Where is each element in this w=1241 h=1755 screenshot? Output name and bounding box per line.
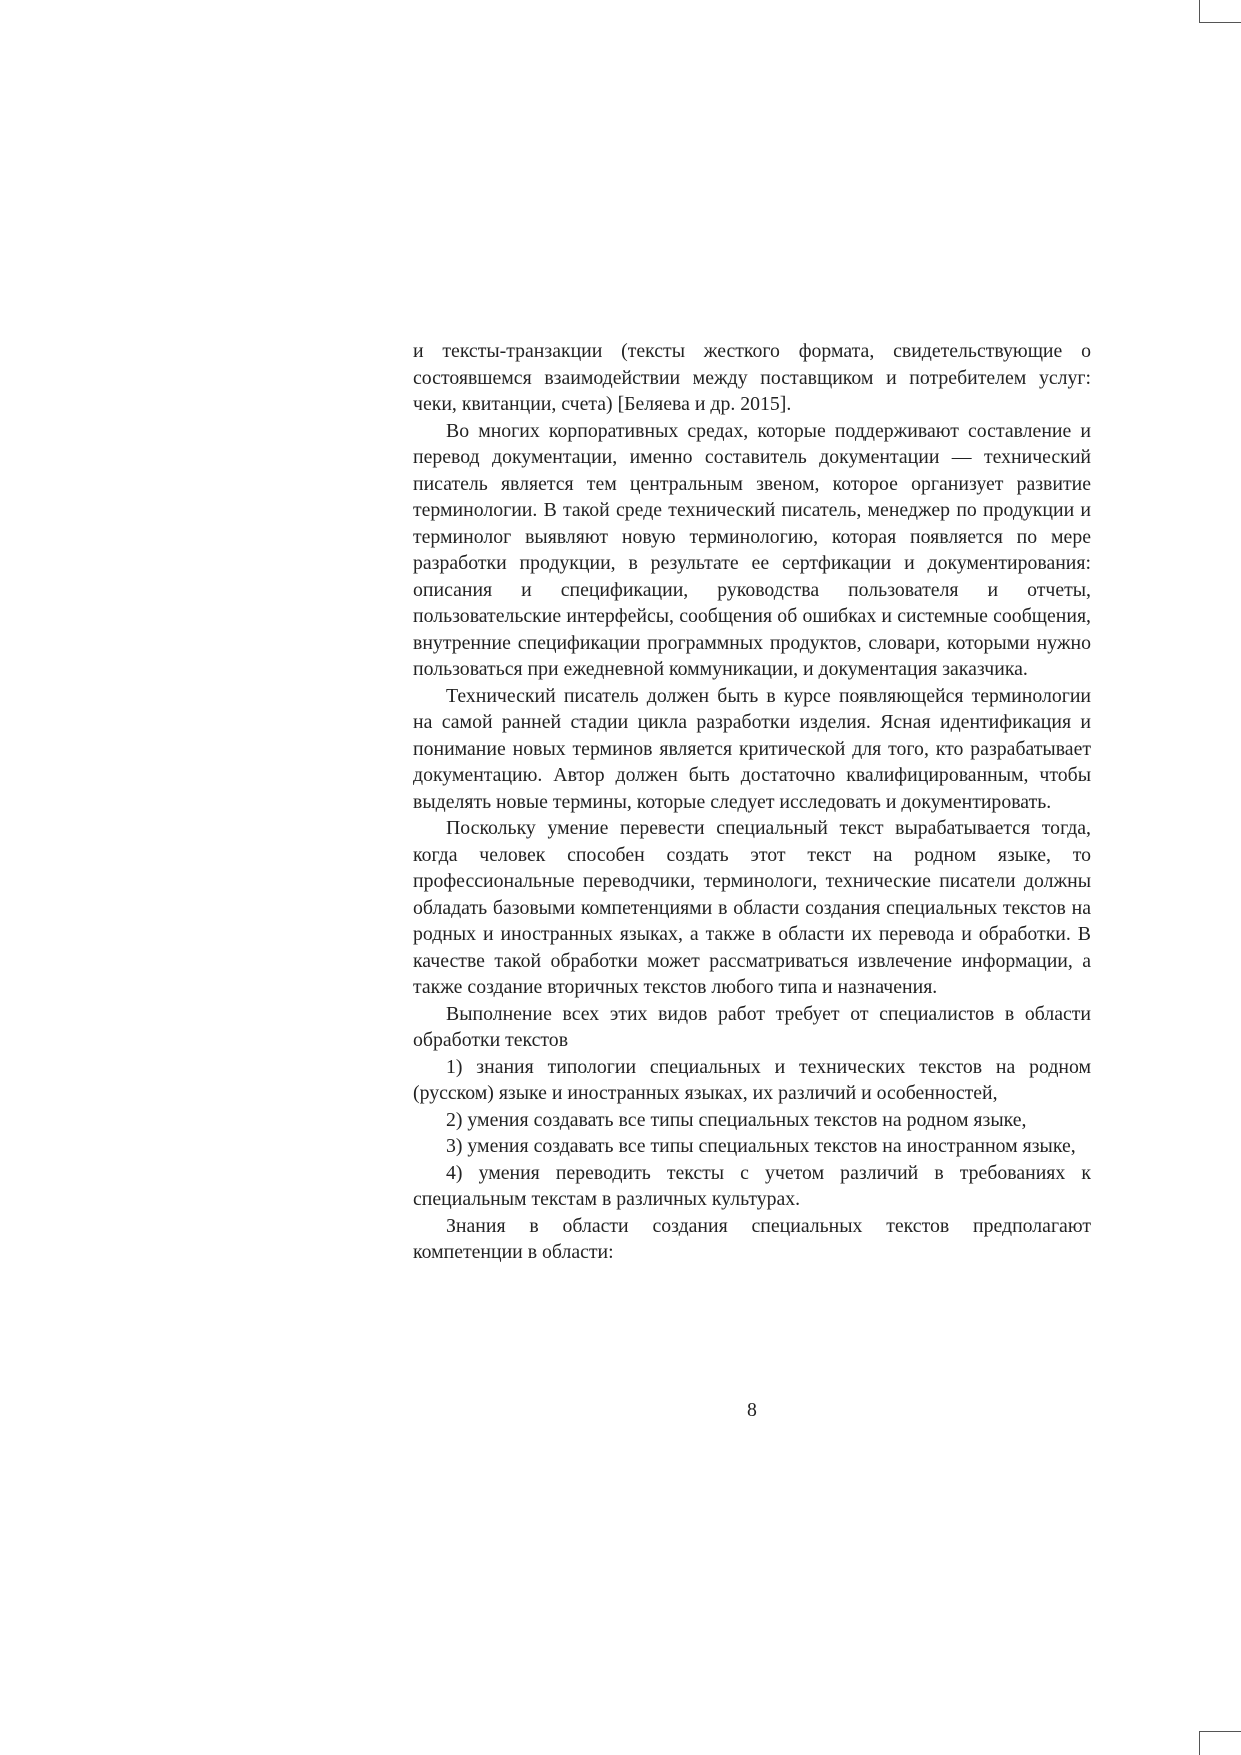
crop-mark-top-vertical bbox=[1199, 0, 1200, 22]
crop-mark-bottom-horizontal bbox=[1199, 1731, 1241, 1732]
paragraph-4: Поскольку умение перевести специальный текст вырабатывается тогда, когда человек способен создать этот текст на родном языке, то профессиональные переводчики, терминологи, технические писатели должны обладать базовыми компетенциями в области создания специальных текстов на родных и иностранных языках, а также в области их перевода и обработки. В качестве такой обработки может рассматриваться извлечение информации, а также создание вторичных текстов любого типа и назначения. bbox=[413, 817, 1091, 998]
paragraph-3: Технический писатель должен быть в курсе появляющейся терминологии на самой ранней стадии цикла разработки изделия. Ясная идентификация и понимание новых терминов является критической для того, кто разрабатывает документацию. Автор должен быть достаточно квалифицированным, чтобы выделять новые термины, которые следует исследовать и документировать. bbox=[413, 684, 1091, 813]
paragraph-1: и тексты-транзакции (тексты жесткого формата, свидетельствующие о состоявшемся взаимодействии между поставщиком и потребителем услуг: чеки, квитанции, счета) [Беляева и др. 2015]. bbox=[413, 340, 1091, 415]
body-text bbox=[413, 338, 1091, 1266]
list-item-2: 2) умения создавать все типы специальных текстов на родном языке, bbox=[446, 1108, 1027, 1131]
list-item-3: 3) умения создавать все типы специальных текстов на иностранном языке, bbox=[446, 1135, 1076, 1157]
paragraph-final: Знания в области создания специальных текстов предполагают компетенции в области: bbox=[413, 1214, 1091, 1263]
paragraph-2: Во многих корпоративных средах, которые поддерживают составление и перевод документации, именно составитель документации — технический писатель является тем центральным звеном, которое организует развитие терминологии. В такой среде технический писатель, менеджер по продукции и терминолог выявляют новую терминологию, которая появляется по мере разработки продукции, в результате ее сертфикации и документирования: описания и спецификации, руководства пользователя и отчеты, пользовательские интерфейсы, сообщения об ошибках и системные сообщения, внутренние спецификации программных продуктов, словари, которыми нужно пользоваться при ежедневной коммуникации, и документация заказчика. bbox=[413, 419, 1091, 680]
list-item-1: 1) знания типологии специальных и технических текстов на родном (русском) языке и иностранных языках, их различий и особенностей, bbox=[413, 1055, 1091, 1104]
paragraph-5: Выполнение всех этих видов работ требует от специалистов в области обработки текстов bbox=[413, 1002, 1091, 1051]
page-number: 8 bbox=[747, 1399, 757, 1421]
list-item-4: 4) умения переводить тексты с учетом различий в требованиях к специальным текстам в различных культурах. bbox=[413, 1161, 1091, 1210]
crop-mark-bottom-vertical bbox=[1199, 1731, 1200, 1755]
crop-mark-top-horizontal bbox=[1199, 22, 1241, 23]
